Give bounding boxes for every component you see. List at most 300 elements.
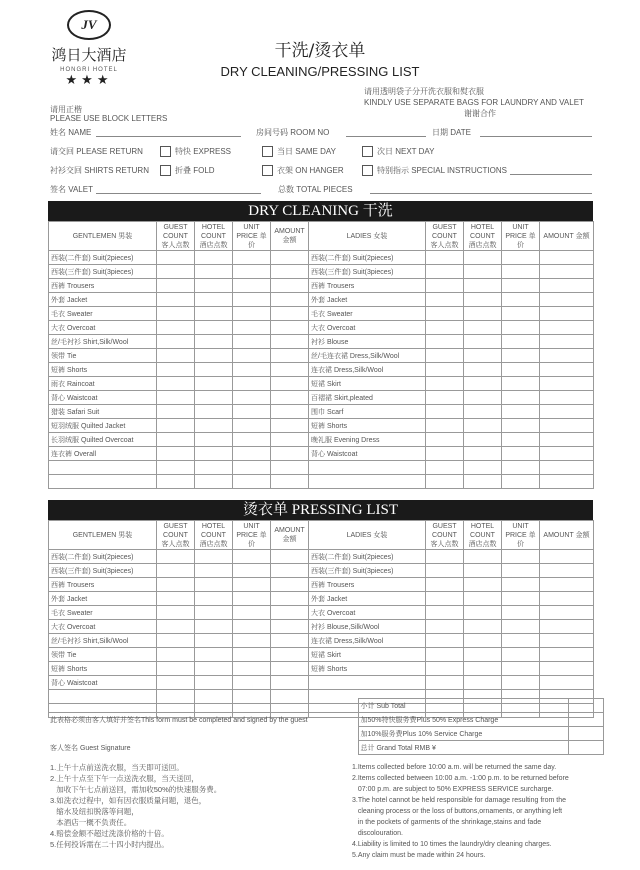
ladies-item-label: 百褶裙 Skirt,pleated xyxy=(309,391,426,405)
count-cell[interactable] xyxy=(271,592,309,606)
header-guest-ladies: GUEST COUNT 客人点数 xyxy=(426,222,464,251)
count-cell[interactable] xyxy=(540,620,594,634)
count-cell[interactable] xyxy=(195,363,233,377)
count-cell[interactable] xyxy=(540,405,594,419)
count-cell[interactable] xyxy=(157,419,195,433)
count-cell[interactable] xyxy=(157,377,195,391)
count-cell[interactable] xyxy=(464,578,502,592)
ladies-item-label: 西装(三件套) Suit(3pieces) xyxy=(309,265,426,279)
header-hotel: HOTEL COUNT 酒店点数 xyxy=(195,222,233,251)
express-checkbox[interactable] xyxy=(160,146,171,157)
count-cell[interactable] xyxy=(233,265,271,279)
count-cell[interactable] xyxy=(157,307,195,321)
count-cell[interactable] xyxy=(195,620,233,634)
count-cell[interactable] xyxy=(502,433,540,447)
valet-label: 签名 VALET xyxy=(50,185,93,194)
header-guest: GUEST COUNT 客人点数 xyxy=(157,521,195,550)
count-cell[interactable] xyxy=(464,592,502,606)
gent-item-label: 猎装 Safari Suit xyxy=(49,405,157,419)
count-cell[interactable] xyxy=(195,391,233,405)
guest-signature-label: 客人签名 Guest Signature xyxy=(50,744,131,752)
gent-item-label: 外套 Jacket xyxy=(49,293,157,307)
express-charge-value[interactable] xyxy=(568,713,603,727)
fold-option xyxy=(160,165,215,176)
count-cell[interactable] xyxy=(157,648,195,662)
count-cell[interactable] xyxy=(157,461,195,475)
count-cell[interactable] xyxy=(540,307,594,321)
count-cell[interactable] xyxy=(426,293,464,307)
count-cell[interactable] xyxy=(502,578,540,592)
count-cell[interactable] xyxy=(195,307,233,321)
ladies-item-label: 外套 Jacket xyxy=(309,293,426,307)
count-cell[interactable] xyxy=(271,405,309,419)
header-amount: AMOUNT 金额 xyxy=(271,521,309,550)
note-line: 3.The hotel cannot be held responsible for damage resulting from the xyxy=(352,797,567,804)
note-line: 2.Items collected between 10:00 a.m. -1:00 p.m. to be returned before xyxy=(352,775,569,782)
count-cell[interactable] xyxy=(157,405,195,419)
count-cell[interactable] xyxy=(426,321,464,335)
count-cell[interactable] xyxy=(271,349,309,363)
count-cell[interactable] xyxy=(540,475,594,489)
count-cell[interactable] xyxy=(426,307,464,321)
count-cell[interactable] xyxy=(271,363,309,377)
count-cell[interactable] xyxy=(540,564,594,578)
count-cell[interactable] xyxy=(271,564,309,578)
count-cell[interactable] xyxy=(540,251,594,265)
count-cell[interactable] xyxy=(426,419,464,433)
count-cell[interactable] xyxy=(426,578,464,592)
note-line: 07:00 p.m. are subject to 50% EXPRESS SERVICE surcharge. xyxy=(352,786,554,793)
header-ladies-ladies: LADIES 女装 xyxy=(309,521,426,550)
count-cell[interactable] xyxy=(157,279,195,293)
count-cell[interactable] xyxy=(271,475,309,489)
count-cell[interactable] xyxy=(464,251,502,265)
count-cell[interactable] xyxy=(195,648,233,662)
table-row xyxy=(49,279,594,293)
header-unit-ladies: UNIT PRICE 单价 xyxy=(502,521,540,550)
count-cell[interactable] xyxy=(157,606,195,620)
ladies-item-label: 晚礼服 Evening Dress xyxy=(309,433,426,447)
count-cell[interactable] xyxy=(464,550,502,564)
count-cell[interactable] xyxy=(157,676,195,690)
name-field[interactable] xyxy=(96,136,241,137)
note-line: 5.任何投诉需在二十四小时内提出。 xyxy=(50,840,169,849)
count-cell[interactable] xyxy=(502,265,540,279)
gent-item-label: 背心 Waistcoat xyxy=(49,391,157,405)
count-cell[interactable] xyxy=(540,419,594,433)
count-cell[interactable] xyxy=(271,391,309,405)
gent-item-label: 毛衣 Sweater xyxy=(49,606,157,620)
count-cell[interactable] xyxy=(271,676,309,690)
count-cell[interactable] xyxy=(540,279,594,293)
count-cell[interactable] xyxy=(464,279,502,293)
count-cell[interactable] xyxy=(464,634,502,648)
count-cell[interactable] xyxy=(195,550,233,564)
gent-item-label: 外套 Jacket xyxy=(49,592,157,606)
count-cell[interactable] xyxy=(233,620,271,634)
count-cell[interactable] xyxy=(426,279,464,293)
count-cell[interactable] xyxy=(271,578,309,592)
room-label: 房间号码 ROOM NO xyxy=(256,128,330,137)
count-cell[interactable] xyxy=(233,419,271,433)
count-cell[interactable] xyxy=(502,592,540,606)
table-row xyxy=(49,405,594,419)
table-row xyxy=(49,634,594,648)
count-cell[interactable] xyxy=(271,335,309,349)
count-cell[interactable] xyxy=(233,293,271,307)
count-cell[interactable] xyxy=(195,335,233,349)
count-cell[interactable] xyxy=(540,265,594,279)
nextday-checkbox[interactable] xyxy=(362,146,373,157)
count-cell[interactable] xyxy=(157,363,195,377)
return-label: 请交回 PLEASE RETURN xyxy=(50,147,143,156)
count-cell[interactable] xyxy=(426,648,464,662)
count-cell[interactable] xyxy=(157,321,195,335)
header-unit-ladies: UNIT PRICE 单价 xyxy=(502,222,540,251)
note-line: cleaning process or the loss of buttons,ornaments, or anything left xyxy=(352,808,563,815)
count-cell[interactable] xyxy=(464,335,502,349)
count-cell[interactable] xyxy=(540,461,594,475)
count-cell[interactable] xyxy=(233,606,271,620)
count-cell[interactable] xyxy=(502,564,540,578)
count-cell[interactable] xyxy=(271,620,309,634)
count-cell[interactable] xyxy=(271,251,309,265)
count-cell[interactable] xyxy=(233,475,271,489)
count-cell[interactable] xyxy=(157,634,195,648)
header-amount-ladies: AMOUNT 金额 xyxy=(540,521,594,550)
count-cell[interactable] xyxy=(233,578,271,592)
header-gent: GENTLEMEN 男装 xyxy=(49,521,157,550)
count-cell[interactable] xyxy=(464,377,502,391)
count-cell[interactable] xyxy=(233,321,271,335)
count-cell[interactable] xyxy=(195,433,233,447)
notes-cn xyxy=(50,762,350,850)
count-cell[interactable] xyxy=(271,662,309,676)
table-row xyxy=(49,475,594,489)
count-cell[interactable] xyxy=(233,564,271,578)
count-cell[interactable] xyxy=(195,475,233,489)
ladies-item-label: 丝/毛连衣裙 Dress,Silk/Wool xyxy=(309,349,426,363)
count-cell[interactable] xyxy=(464,475,502,489)
count-cell[interactable] xyxy=(157,251,195,265)
count-cell[interactable] xyxy=(195,321,233,335)
count-cell[interactable] xyxy=(502,363,540,377)
count-cell[interactable] xyxy=(157,391,195,405)
ladies-item-label: 短裙 Skirt xyxy=(309,377,426,391)
fold-checkbox[interactable] xyxy=(160,165,171,176)
count-cell[interactable] xyxy=(271,461,309,475)
count-cell[interactable] xyxy=(426,349,464,363)
count-cell[interactable] xyxy=(502,676,540,690)
note-line: 缩水及纽扣脱落等问题， xyxy=(50,807,139,816)
total-pieces-field[interactable] xyxy=(370,193,592,194)
gent-item-label: 连衣裤 Overall xyxy=(49,447,157,461)
count-cell[interactable] xyxy=(502,648,540,662)
pressing-table xyxy=(48,520,594,718)
count-cell[interactable] xyxy=(502,377,540,391)
count-cell[interactable] xyxy=(157,550,195,564)
count-cell[interactable] xyxy=(540,349,594,363)
count-cell[interactable] xyxy=(426,377,464,391)
count-cell[interactable] xyxy=(502,550,540,564)
count-cell[interactable] xyxy=(195,447,233,461)
special-checkbox[interactable] xyxy=(362,165,373,176)
count-cell[interactable] xyxy=(426,606,464,620)
count-cell[interactable] xyxy=(271,321,309,335)
count-cell[interactable] xyxy=(464,447,502,461)
count-cell[interactable] xyxy=(464,349,502,363)
ladies-item-label: 西裤 Trousers xyxy=(309,578,426,592)
count-cell[interactable] xyxy=(502,461,540,475)
count-cell[interactable] xyxy=(195,419,233,433)
count-cell[interactable] xyxy=(464,321,502,335)
date-field[interactable] xyxy=(480,136,592,137)
complete-note: 此表格必须由客人填好并签名This form must be completed and signed by the guest xyxy=(48,713,358,727)
count-cell[interactable] xyxy=(195,279,233,293)
count-cell[interactable] xyxy=(426,447,464,461)
count-cell[interactable] xyxy=(464,307,502,321)
count-cell[interactable] xyxy=(540,662,594,676)
count-cell[interactable] xyxy=(540,578,594,592)
count-cell[interactable] xyxy=(464,648,502,662)
count-cell[interactable] xyxy=(464,293,502,307)
service-charge-value[interactable] xyxy=(568,727,603,741)
count-cell[interactable] xyxy=(502,405,540,419)
count-cell[interactable] xyxy=(233,307,271,321)
count-cell[interactable] xyxy=(233,447,271,461)
count-cell[interactable] xyxy=(233,461,271,475)
count-cell[interactable] xyxy=(426,662,464,676)
count-cell[interactable] xyxy=(426,620,464,634)
count-cell[interactable] xyxy=(271,634,309,648)
count-cell[interactable] xyxy=(426,433,464,447)
count-cell[interactable] xyxy=(540,447,594,461)
count-cell[interactable] xyxy=(426,550,464,564)
count-cell[interactable] xyxy=(464,461,502,475)
count-cell[interactable] xyxy=(502,293,540,307)
count-cell[interactable] xyxy=(195,676,233,690)
count-cell[interactable] xyxy=(233,648,271,662)
count-cell[interactable] xyxy=(271,606,309,620)
valet-field[interactable] xyxy=(96,193,261,194)
count-cell[interactable] xyxy=(426,475,464,489)
count-cell[interactable] xyxy=(540,648,594,662)
count-cell[interactable] xyxy=(157,447,195,461)
count-cell[interactable] xyxy=(426,461,464,475)
count-cell[interactable] xyxy=(502,307,540,321)
count-cell[interactable] xyxy=(502,251,540,265)
count-cell[interactable] xyxy=(464,564,502,578)
ladies-item-label: 毛衣 Sweater xyxy=(309,307,426,321)
count-cell[interactable] xyxy=(271,279,309,293)
count-cell[interactable] xyxy=(502,349,540,363)
count-cell[interactable] xyxy=(195,564,233,578)
count-cell[interactable] xyxy=(233,349,271,363)
count-cell[interactable] xyxy=(540,592,594,606)
ladies-item-label: 西装(三件套) Suit(3pieces) xyxy=(309,564,426,578)
count-cell[interactable] xyxy=(157,662,195,676)
count-cell[interactable] xyxy=(464,363,502,377)
count-cell[interactable] xyxy=(271,550,309,564)
count-cell[interactable] xyxy=(464,606,502,620)
count-cell[interactable] xyxy=(195,349,233,363)
name-label: 姓名 NAME xyxy=(50,128,92,137)
count-cell[interactable] xyxy=(157,335,195,349)
count-cell[interactable] xyxy=(502,321,540,335)
count-cell[interactable] xyxy=(195,251,233,265)
count-cell[interactable] xyxy=(540,377,594,391)
count-cell[interactable] xyxy=(502,447,540,461)
count-cell[interactable] xyxy=(233,363,271,377)
count-cell[interactable] xyxy=(233,405,271,419)
count-cell[interactable] xyxy=(464,620,502,634)
room-field[interactable] xyxy=(346,136,426,137)
count-cell[interactable] xyxy=(195,592,233,606)
count-cell[interactable] xyxy=(157,265,195,279)
count-cell[interactable] xyxy=(426,634,464,648)
count-cell[interactable] xyxy=(233,550,271,564)
count-cell[interactable] xyxy=(502,419,540,433)
count-cell[interactable] xyxy=(540,676,594,690)
count-cell[interactable] xyxy=(157,349,195,363)
dry-cleaning-table xyxy=(48,221,594,489)
count-cell[interactable] xyxy=(426,676,464,690)
table-row xyxy=(49,391,594,405)
count-cell[interactable] xyxy=(195,405,233,419)
count-cell[interactable] xyxy=(195,461,233,475)
gent-item-label: 背心 Waistcoat xyxy=(49,676,157,690)
ladies-item-label: 衬衫 Blouse,Silk/Wool xyxy=(309,620,426,634)
count-cell[interactable] xyxy=(233,391,271,405)
count-cell[interactable] xyxy=(540,321,594,335)
gent-item-label: 领带 Tie xyxy=(49,349,157,363)
count-cell[interactable] xyxy=(502,335,540,349)
count-cell[interactable] xyxy=(271,648,309,662)
grand-total-value[interactable] xyxy=(568,741,603,755)
count-cell[interactable] xyxy=(502,475,540,489)
count-cell[interactable] xyxy=(426,405,464,419)
count-cell[interactable] xyxy=(157,564,195,578)
count-cell[interactable] xyxy=(426,363,464,377)
count-cell[interactable] xyxy=(502,662,540,676)
special-field[interactable] xyxy=(510,174,592,175)
count-cell[interactable] xyxy=(271,377,309,391)
count-cell[interactable] xyxy=(464,662,502,676)
table-row xyxy=(49,564,594,578)
table-row xyxy=(49,335,594,349)
totals-table xyxy=(48,698,604,755)
count-cell[interactable] xyxy=(157,433,195,447)
count-cell[interactable] xyxy=(157,475,195,489)
gent-item-label: 西装(二件套) Suit(2pieces) xyxy=(49,251,157,265)
count-cell[interactable] xyxy=(233,377,271,391)
count-cell[interactable] xyxy=(157,578,195,592)
count-cell[interactable] xyxy=(502,606,540,620)
count-cell[interactable] xyxy=(233,433,271,447)
thanks-cn: 谢谢合作 xyxy=(464,109,496,118)
title-en: DRY CLEANING/PRESSING LIST xyxy=(220,64,420,79)
count-cell[interactable] xyxy=(271,447,309,461)
date-label: 日期 DATE xyxy=(432,128,471,137)
count-cell[interactable] xyxy=(271,293,309,307)
count-cell[interactable] xyxy=(233,335,271,349)
kindly-en: KINDLY USE SEPARATE BAGS FOR LAUNDRY AND VALET xyxy=(364,98,584,107)
count-cell[interactable] xyxy=(195,265,233,279)
count-cell[interactable] xyxy=(233,279,271,293)
count-cell[interactable] xyxy=(540,634,594,648)
count-cell[interactable] xyxy=(464,433,502,447)
count-cell[interactable] xyxy=(502,391,540,405)
sameday-checkbox[interactable] xyxy=(262,146,273,157)
count-cell[interactable] xyxy=(540,363,594,377)
hanger-checkbox[interactable] xyxy=(262,165,273,176)
count-cell[interactable] xyxy=(464,676,502,690)
count-cell[interactable] xyxy=(157,293,195,307)
count-cell[interactable] xyxy=(271,307,309,321)
hotel-name-en: HONGRI HOTEL xyxy=(60,67,118,73)
count-cell[interactable] xyxy=(540,550,594,564)
count-cell[interactable] xyxy=(195,662,233,676)
count-cell[interactable] xyxy=(540,433,594,447)
sameday-option xyxy=(262,146,336,157)
count-cell[interactable] xyxy=(195,293,233,307)
count-cell[interactable] xyxy=(195,606,233,620)
count-cell[interactable] xyxy=(464,265,502,279)
table-row xyxy=(49,433,594,447)
note-line: 4.赔偿金额不超过洗涤价格的十倍。 xyxy=(50,829,169,838)
count-cell[interactable] xyxy=(464,405,502,419)
count-cell[interactable] xyxy=(233,634,271,648)
table-row xyxy=(49,550,594,564)
count-cell[interactable] xyxy=(233,676,271,690)
header-guest: GUEST COUNT 客人点数 xyxy=(157,222,195,251)
count-cell[interactable] xyxy=(271,419,309,433)
count-cell[interactable] xyxy=(502,279,540,293)
count-cell[interactable] xyxy=(426,592,464,606)
header-amount: AMOUNT 金额 xyxy=(271,222,309,251)
total-pieces-label: 总数 TOTAL PIECES xyxy=(278,185,353,194)
count-cell[interactable] xyxy=(233,592,271,606)
sub-total-value[interactable] xyxy=(568,699,603,713)
count-cell[interactable] xyxy=(157,620,195,634)
count-cell[interactable] xyxy=(426,265,464,279)
count-cell[interactable] xyxy=(464,391,502,405)
service-charge-label: 加10%服务费Plus 10% Service Charge xyxy=(358,727,568,741)
count-cell[interactable] xyxy=(426,251,464,265)
count-cell[interactable] xyxy=(157,592,195,606)
count-cell[interactable] xyxy=(540,293,594,307)
count-cell[interactable] xyxy=(426,391,464,405)
count-cell[interactable] xyxy=(540,606,594,620)
count-cell[interactable] xyxy=(271,433,309,447)
count-cell[interactable] xyxy=(540,391,594,405)
count-cell[interactable] xyxy=(233,251,271,265)
count-cell[interactable] xyxy=(233,662,271,676)
count-cell[interactable] xyxy=(426,564,464,578)
count-cell[interactable] xyxy=(195,578,233,592)
gent-item-label: 大衣 Overcoat xyxy=(49,321,157,335)
count-cell[interactable] xyxy=(464,419,502,433)
count-cell[interactable] xyxy=(540,335,594,349)
count-cell[interactable] xyxy=(195,634,233,648)
table-row xyxy=(49,349,594,363)
count-cell[interactable] xyxy=(271,265,309,279)
count-cell[interactable] xyxy=(502,634,540,648)
count-cell[interactable] xyxy=(195,377,233,391)
table-row xyxy=(49,676,594,690)
count-cell[interactable] xyxy=(426,335,464,349)
count-cell[interactable] xyxy=(502,620,540,634)
